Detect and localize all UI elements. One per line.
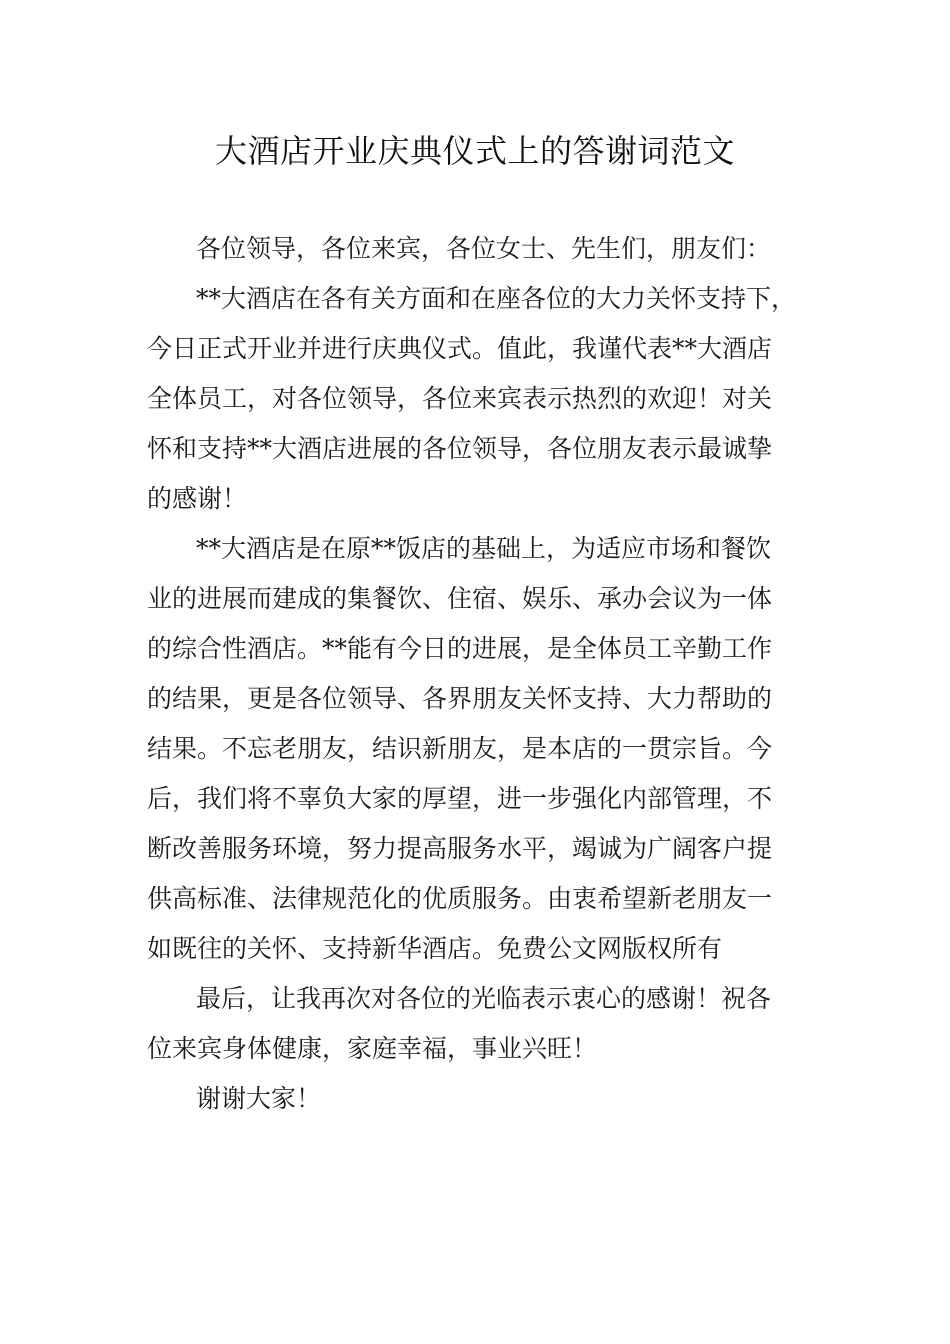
text-line: **大酒店在各有关方面和在座各位的大力关怀支持下， bbox=[196, 284, 797, 313]
text-line: 位来宾身体健康，家庭幸福，事业兴旺！ bbox=[147, 1034, 598, 1063]
text-line: 谢谢大家！ bbox=[196, 1084, 322, 1113]
text-line: 今日正式开业并进行庆典仪式。值此，我谨代表**大酒店 bbox=[147, 334, 773, 363]
text-line: 供高标准、法律规范化的优质服务。由衷希望新老朋友一 bbox=[147, 884, 773, 913]
document-title: 大酒店开业庆典仪式上的答谢词范文 bbox=[214, 132, 735, 170]
text-line: 后，我们将不辜负大家的厚望，进一步强化内部管理，不 bbox=[147, 784, 773, 813]
text-line: 怀和支持**大酒店进展的各位领导，各位朋友表示最诚挚 bbox=[147, 434, 773, 463]
text-line: 的感谢！ bbox=[147, 484, 248, 513]
text-line: 如既往的关怀、支持新华酒店。免费公文网版权所有 bbox=[147, 934, 723, 963]
text-line: 各位领导，各位来宾，各位女士、先生们，朋友们： bbox=[196, 234, 772, 263]
text-line: 结果。不忘老朋友，结识新朋友，是本店的一贯宗旨。今 bbox=[147, 734, 773, 763]
text-line: 断改善服务环境，努力提高服务水平，竭诚为广阔客户提 bbox=[147, 834, 773, 863]
text-line: 的综合性酒店。**能有今日的进展，是全体员工辛勤工作 bbox=[147, 634, 773, 663]
text-line: 业的进展而建成的集餐饮、住宿、娱乐、承办会议为一体 bbox=[147, 584, 773, 613]
text-line: 最后，让我再次对各位的光临表示衷心的感谢！祝各 bbox=[196, 984, 772, 1013]
text-line: 全体员工，对各位领导，各位来宾表示热烈的欢迎！对关 bbox=[147, 384, 773, 413]
text-line: 的结果，更是各位领导、各界朋友关怀支持、大力帮助的 bbox=[147, 684, 773, 713]
text-line: **大酒店是在原**饭店的基础上，为适应市场和餐饮 bbox=[196, 534, 772, 563]
